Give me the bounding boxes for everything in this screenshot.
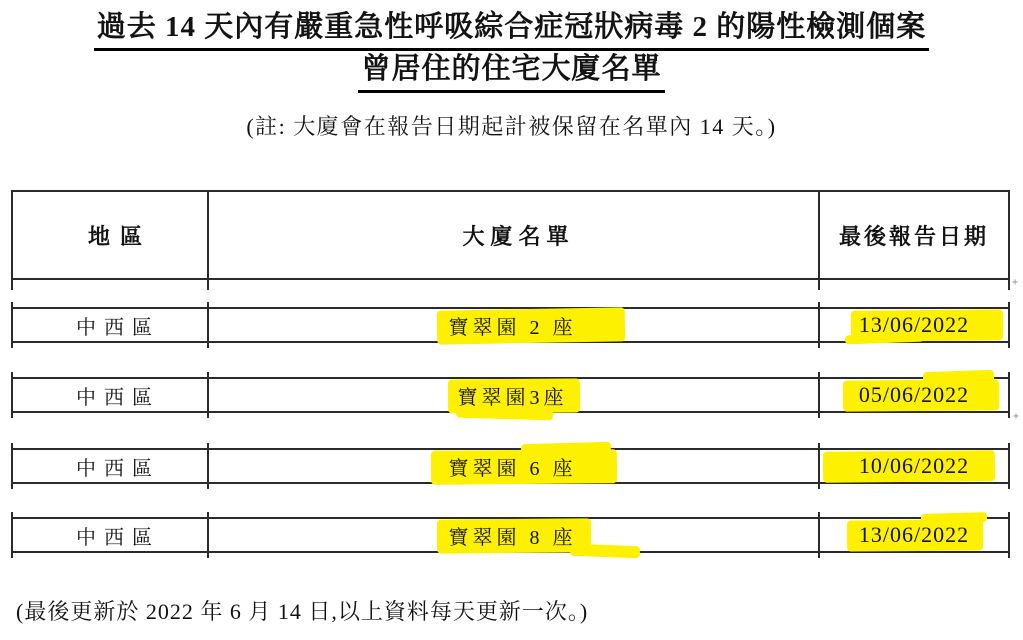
cell-building <box>209 450 816 482</box>
table-border-line <box>1008 190 1010 290</box>
document-title-line-1 <box>0 4 1023 51</box>
highlighted-report-date: 13/06/2022 <box>858 312 970 337</box>
header-cell-district: 地區 <box>87 223 152 249</box>
title-text-underlined: 過去 14 天內有嚴重急性呼吸綜合症冠狀病毒 2 的陽性檢測個案 <box>94 4 930 51</box>
cell-last-report-date <box>820 309 1008 341</box>
table-border-line <box>1008 512 1010 558</box>
cell-last-report-date <box>820 450 1008 482</box>
table-border-line <box>1008 372 1010 418</box>
buildings-table-header <box>11 190 1010 280</box>
highlighted-report-date: 13/06/2022 <box>858 522 970 547</box>
highlighted-building-name: 寶翠園 8 座 <box>449 521 577 550</box>
table-row <box>11 307 1010 343</box>
retention-note: (註: 大廈會在報告日期起計被保留在名單內 14 天。) <box>246 114 777 139</box>
table-row <box>11 517 1010 553</box>
table-row <box>11 377 1010 413</box>
cell-district: 中西區 <box>76 316 160 339</box>
highlighted-report-date: 05/06/2022 <box>858 382 970 407</box>
cell-building <box>209 379 816 411</box>
highlighted-building-name: 寶翠園 6 座 <box>449 452 577 481</box>
cell-district: 中西區 <box>76 457 160 480</box>
header-cell-last-report-date: 最後報告日期 <box>838 223 989 249</box>
document-title-line-2 <box>0 46 1023 93</box>
cell-last-report-date <box>820 379 1008 411</box>
cell-last-report-date <box>820 519 1008 551</box>
title-text-underlined: 曾居住的住宅大廈名單 <box>358 46 664 93</box>
table-border-line <box>1008 302 1010 348</box>
table-border-line <box>1008 443 1010 489</box>
scan-artifact-plus-icon: + <box>1013 411 1020 422</box>
cell-district: 中西區 <box>76 526 160 549</box>
scan-artifact-plus-icon: + <box>1012 277 1019 288</box>
highlighted-report-date: 10/06/2022 <box>858 453 970 478</box>
cell-building <box>209 519 816 551</box>
last-updated-note: (最後更新於 2022 年 6 月 14 日,以上資料每天更新一次。) <box>16 599 589 624</box>
highlighted-building-name: 寶翠園 2 座 <box>449 311 577 340</box>
header-cell-building-list: 大廈名單 <box>462 223 575 249</box>
highlighted-building-name: 寶翠園3座 <box>458 381 568 410</box>
cell-building <box>209 309 816 341</box>
cell-district: 中西區 <box>76 386 160 409</box>
table-row <box>11 448 1010 484</box>
